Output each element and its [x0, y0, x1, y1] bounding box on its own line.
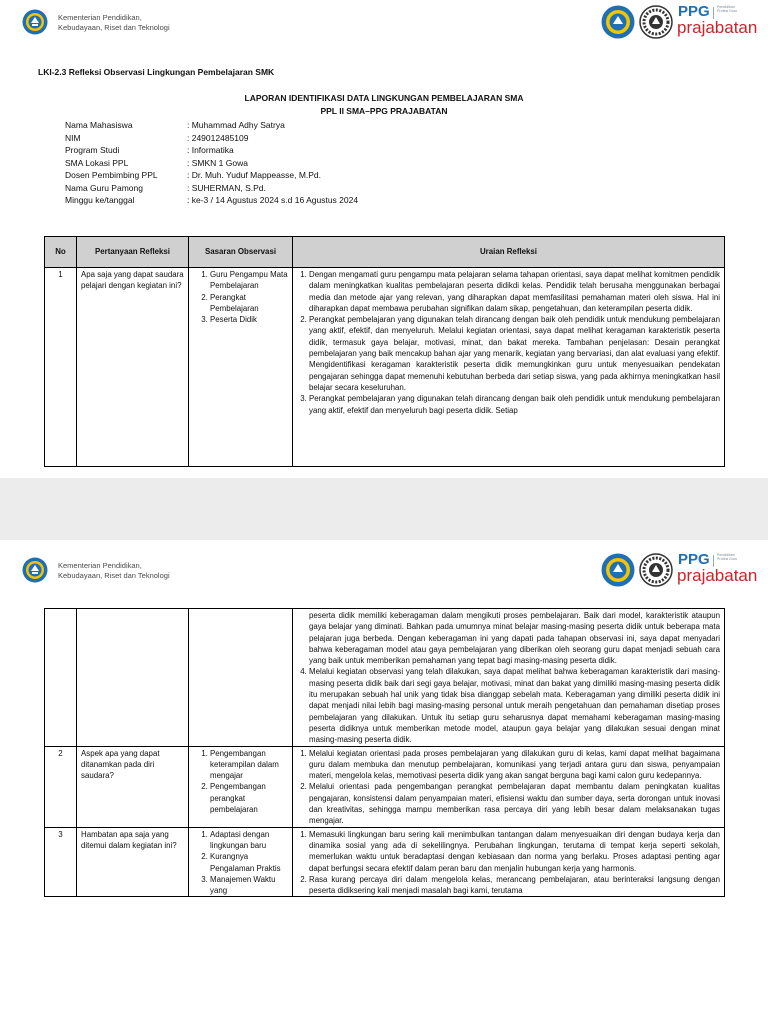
info-label: Dosen Pembimbing PPL — [65, 170, 158, 180]
reflection-item: 2. Perangkat pembelajaran yang digunakan telah dirancang dengan baik oleh pendidik untuk mendukung pembelajaran yang aktif, efektif, dan menyeluruh. Melalui kegiatan orientasi, saya dapat melihat keragaman karakteristik peserta didik, termasuk gaya belajar, motivasi, minat, dan bakat mereka. Tambahan penjelasan: Desain perangkat pembelajaran yang baik mencakup bahan ajar yang menarik, kegiatan yang bervariasi, dan alat evaluasi yang efektif. Mengidentifikasi keragaman karakteristik peserta didik memungkinkan guru untuk menyesuaikan pendekatan pengajaran sehingga dapat memenuhi kebutuhan berbeda dari setiap siswa, yang pada akhirnya meningkatkan hasil belajar secara keseluruhan. — [309, 314, 720, 393]
info-label: Minggu ke/tanggal — [65, 195, 135, 205]
target-item: 2. Pengembangan perangkat pembelajaran — [210, 781, 288, 815]
document-page-1 — [0, 0, 768, 478]
question-cell: Hambatan apa saja yang ditemui dalam kegiatan ini? — [77, 827, 189, 897]
table-header-row — [45, 237, 725, 268]
target-item: 3. Manajemen Waktu yang — [210, 874, 288, 897]
reflection-cell — [293, 827, 725, 897]
prajabatan-label: prajabatan — [677, 18, 758, 37]
header-no: No — [45, 237, 77, 268]
row-number — [45, 609, 77, 747]
info-row — [65, 157, 358, 170]
reflection-table — [44, 236, 725, 467]
reflection-item: 4. Melalui kegiatan observasi yang telah dilakukan, saya dapat melihat bahwa keberagaman karakteristik dari masing-masing peserta didik baik dari segi gaya belajar, motivasi, minat dan bakat yang dimiliki masing-masing peserta didik itu merupakan sebuah hal unik yang tidak bisa dianggap sebelah mata. Keberagaman yang dimiliki peserta didik ini dapat menjadi nilai lebih bagi masing-masing personal untuk meraih pengetahuan dan pemahaman disetiap proses pembelajaran yang dilakukan. Untuk itu setiap guru seharusnya dapat memahami keberagaman masing-masing peserta didiknya untuk memberikan metode model, ataupun gaya belajar yang dilakukan sesuai dengan minat masing-masing peserta didik. — [309, 666, 720, 745]
tut-wuri-handayani-logo-icon — [601, 5, 635, 39]
reflection-item: 2. Melalui orientasi pada pengembangan perangkat pembelajaran dapat membantu dalam peningkatan kualitas pengajaran, konsistensi dalam penyampaian materi, efisiensi waktu dan sumber daya, serta dorongan untuk inovasi dan kreativitas, sehingga mampu memberikan rasa percaya diri yang lebih besar dalam melaksanakan tugas mengajar. — [309, 781, 720, 826]
header-question: Pertanyaan Refleksi — [77, 237, 189, 268]
university-seal-icon — [639, 553, 673, 587]
reflection-item: 3. Perangkat pembelajaran yang digunakan telah dirancang dengan baik oleh pendidik untuk mendukung pembelajaran yang aktif, efektif dan menyeluruh bagi peserta didik. Setiap — [309, 393, 720, 416]
question-cell — [77, 609, 189, 747]
info-label: Program Studi — [65, 145, 120, 155]
header-reflection: Uraian Refleksi — [293, 237, 725, 268]
table-row — [45, 609, 725, 747]
row-number: 1 — [45, 268, 77, 467]
target-item: 1. Guru Pengampu Mata Pembelajaran — [210, 269, 288, 292]
target-item: 3. Peserta Didik — [210, 314, 288, 325]
target-cell — [189, 268, 293, 467]
ppg-tagline: Pendidikan Profesi Guru — [717, 553, 738, 562]
ppg-tagline: Pendidikan Profesi Guru — [717, 5, 738, 14]
lki-title: LKI-2.3 Refleksi Observasi Lingkungan Pembelajaran SMK — [38, 67, 275, 77]
info-value: : SUHERMAN, S.Pd. — [187, 182, 266, 193]
info-label: Nama Mahasiswa — [65, 120, 133, 130]
ppg-label: PPG — [678, 551, 710, 568]
info-value: : SMKN 1 Gowa — [187, 157, 248, 168]
question-cell: Apa saja yang dapat saudara pelajari dengan kegiatan ini? — [77, 268, 189, 467]
tut-wuri-handayani-logo-icon — [601, 553, 635, 587]
info-row — [65, 182, 358, 195]
target-item: 1. Adaptasi dengan lingkungan baru — [210, 829, 288, 852]
kemendikbud-logo-icon — [22, 9, 48, 35]
info-row — [65, 132, 358, 145]
reflection-table-continued — [44, 608, 725, 897]
row-number: 3 — [45, 827, 77, 897]
info-value: : 249012485109 — [187, 132, 249, 143]
page-header — [0, 0, 768, 46]
report-subtitle: PPL II SMA–PPG PRAJABATAN — [320, 106, 448, 116]
target-item: 2. Perangkat Pembelajaran — [210, 292, 288, 315]
target-item: 1. Pengembangan keterampilan dalam mengajar — [210, 748, 288, 782]
reflection-cell — [293, 609, 725, 747]
university-seal-icon — [639, 5, 673, 39]
kemendikbud-logo-icon — [22, 557, 48, 583]
prajabatan-label: prajabatan — [677, 566, 758, 585]
target-cell — [189, 609, 293, 747]
info-value: : Dr. Muh. Yuduf Mappeasse, M.Pd. — [187, 170, 322, 180]
info-value: : ke-3 / 14 Agustus 2024 s.d 16 Agustus 2024 — [187, 195, 359, 205]
ministry-name: Kementerian Pendidikan, Kebudayaan, Riset dan Teknologi — [58, 13, 170, 32]
info-row — [65, 169, 358, 182]
reflection-item: 1. Memasuki lingkungan baru sering kali menimbulkan tantangan dalam menyesuaikan diri dengan budaya kerja dan dinamika sosial yang ada di sekelilingnya. Perubahan lingkungan, terutama di tempat kerja seperti sekolah, memerlukan waktu untuk beradaptasi dengan kebiasaan dan norma yang berlaku. Proses adaptasi penting agar dapat berfungsi secara efektif dalam peran baru dan menjalin hubungan kerja yang harmonis. — [309, 829, 720, 874]
info-value: : Informatika — [187, 145, 234, 155]
reflection-cell — [293, 746, 725, 827]
info-row — [65, 194, 358, 207]
reflection-item: 1. Melalui kegiatan orientasi pada proses pembelajaran yang dilakukan guru di kelas, kami dapat melihat bagaimana guru dalam membuka dan menutup pembelajaran, komunikasi yang terjadi antara guru dan siswa, penyampaian materi, mengelola kelas, memotivasi peserta didik yang akan sangat berguna bagi kami calon guru kedepannya. — [309, 748, 720, 782]
info-label: Nama Guru Pamong — [65, 182, 143, 193]
reflection-item: 2. Rasa kurang percaya diri dalam mengelola kelas, merancang pembelajaran, atau berinteraksi langsung dengan peserta didiksering kali menjadi masalah bagi kami, terutama — [309, 874, 720, 897]
reflection-cell — [293, 268, 725, 467]
info-value: : Muhammad Adhy Satrya — [187, 120, 285, 130]
reflection-item: 1. Dengan mengamati guru pengampu mata pelajaran selama tahapan orientasi, saya dapat melihat komitmen pendidik dalam meningkatkan kualitas pembelajaran peserta didikdi kelas. Pendidik telah berusaha menggunakan berbagai media dan metode ajar yang relevan, yang diharapkan dapat memfasilitasi pemahaman materi oleh siswa. Hal ini diharapkan dapat membawa perubahan signifikan dalam sikap, pengetahuan, dan keterampilan peserta didik. — [309, 269, 720, 314]
table-row — [45, 268, 725, 467]
reflection-continuation: peserta didik memiliki keberagaman dalam mengikuti proses pembelajaran. Baik dari model, karakteristik ataupun gaya belajar yang diminati. Bahkan pada umumnya minat belajar masing-masing peserta didik untuk beberapa mata pelajaran juga berbeda. Dengan keberagaman ini yang dapati pada tahapan observasi ini, saya dapat menyadari bahwa keberagaman model atau gaya pembelajaran yang diberikan oleh seorang guru dapat menjadi sebuah cara yang baik untuk memberikan pemahaman yang tepat bagi masing-masing peserta didik. — [309, 611, 720, 666]
ministry-name: Kementerian Pendidikan, Kebudayaan, Riset dan Teknologi — [58, 561, 170, 580]
target-cell — [189, 827, 293, 897]
ppg-label: PPG — [678, 3, 710, 20]
page-header — [0, 548, 768, 594]
student-info — [65, 119, 358, 207]
info-label: NIM — [65, 132, 81, 143]
report-title: LAPORAN IDENTIFIKASI DATA LINGKUNGAN PEMBELAJARAN SMA — [244, 93, 524, 103]
target-cell — [189, 746, 293, 827]
header-target: Sasaran Observasi — [189, 237, 293, 268]
info-label: SMA Lokasi PPL — [65, 157, 129, 168]
info-row — [65, 144, 358, 157]
table-row — [45, 746, 725, 827]
row-number: 2 — [45, 746, 77, 827]
info-row — [65, 119, 358, 132]
table-row — [45, 827, 725, 897]
target-item: 2. Kurangnya Pengalaman Praktis — [210, 851, 288, 874]
question-cell: Aspek apa yang dapat ditanamkan pada diri saudara? — [77, 746, 189, 827]
